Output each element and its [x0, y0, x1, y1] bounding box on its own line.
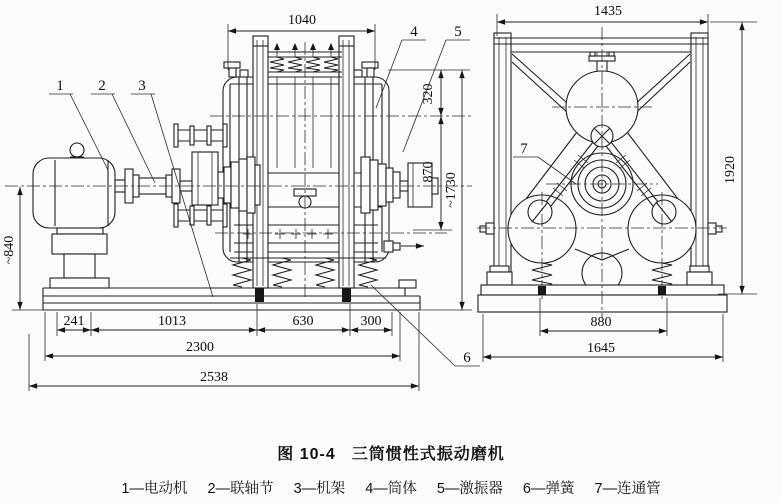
- dim-motor-height: ~840: [2, 235, 17, 265]
- drum-plug-right: [362, 62, 378, 68]
- callout-spring: [371, 285, 480, 366]
- figure-number: 图 10-4: [277, 446, 336, 463]
- legend-item-exciter: 5—激振器: [436, 481, 503, 497]
- dim-top-width-left: 1040: [288, 13, 316, 28]
- motor-pedestal: [52, 234, 107, 254]
- motor: [33, 143, 115, 288]
- svg-text:3: 3: [138, 78, 146, 94]
- dim-total-inner: 2300: [186, 340, 214, 355]
- svg-text:4: 4: [410, 24, 418, 40]
- motor-eyebolt: [70, 143, 84, 157]
- legend-item-spring: 6—弹簧: [522, 481, 575, 497]
- figure-title: 三筒惯性式振动磨机: [351, 446, 505, 463]
- connecting-pipes: [546, 142, 658, 206]
- figure-caption: [0, 441, 782, 464]
- dim-total: 2538: [200, 370, 228, 385]
- top-springs: [270, 57, 338, 72]
- dim-seg2: 1013: [158, 314, 186, 329]
- dim-seg4: 300: [360, 314, 382, 329]
- dim-base-width-right: 1645: [587, 341, 615, 356]
- dim-mid: 870: [421, 161, 436, 183]
- motor-foot: [57, 228, 103, 234]
- callout-exciter: [403, 24, 470, 152]
- legend-item-motor: 1—电动机: [121, 481, 188, 497]
- legend-item-drum: 4—筒体: [365, 481, 417, 497]
- side-view: [5, 36, 472, 310]
- bearing-housing: [192, 152, 218, 205]
- post-bolt-left: [486, 223, 494, 234]
- post-bolt-right: [708, 223, 716, 234]
- figure-legend: [0, 477, 782, 498]
- legend-item-coupling: 2—联轴节: [207, 481, 274, 497]
- dim-spring-span: 880: [590, 315, 612, 330]
- end-view-base: [478, 266, 727, 312]
- legend-item-frame: 3—机架: [293, 481, 346, 497]
- dim-upper: 320: [421, 83, 436, 105]
- dim-overall-height: ~1730: [444, 172, 459, 208]
- dim-top-width-right: 1435: [594, 4, 622, 19]
- dim-seg1: 241: [63, 314, 85, 329]
- drum-plug-left: [224, 62, 240, 68]
- svg-text:1: 1: [56, 78, 64, 94]
- svg-text:5: 5: [454, 24, 462, 40]
- svg-text:2: 2: [98, 78, 106, 94]
- svg-text:7: 7: [520, 141, 528, 157]
- side-bolt: [384, 241, 393, 252]
- dim-height-right: 1920: [723, 156, 738, 184]
- svg-text:6: 6: [463, 350, 471, 366]
- callout-pipe: [513, 141, 576, 184]
- dim-seg3: 630: [292, 314, 314, 329]
- end-view: [477, 27, 727, 318]
- legend-item-pipe: 7—连通管: [594, 481, 661, 497]
